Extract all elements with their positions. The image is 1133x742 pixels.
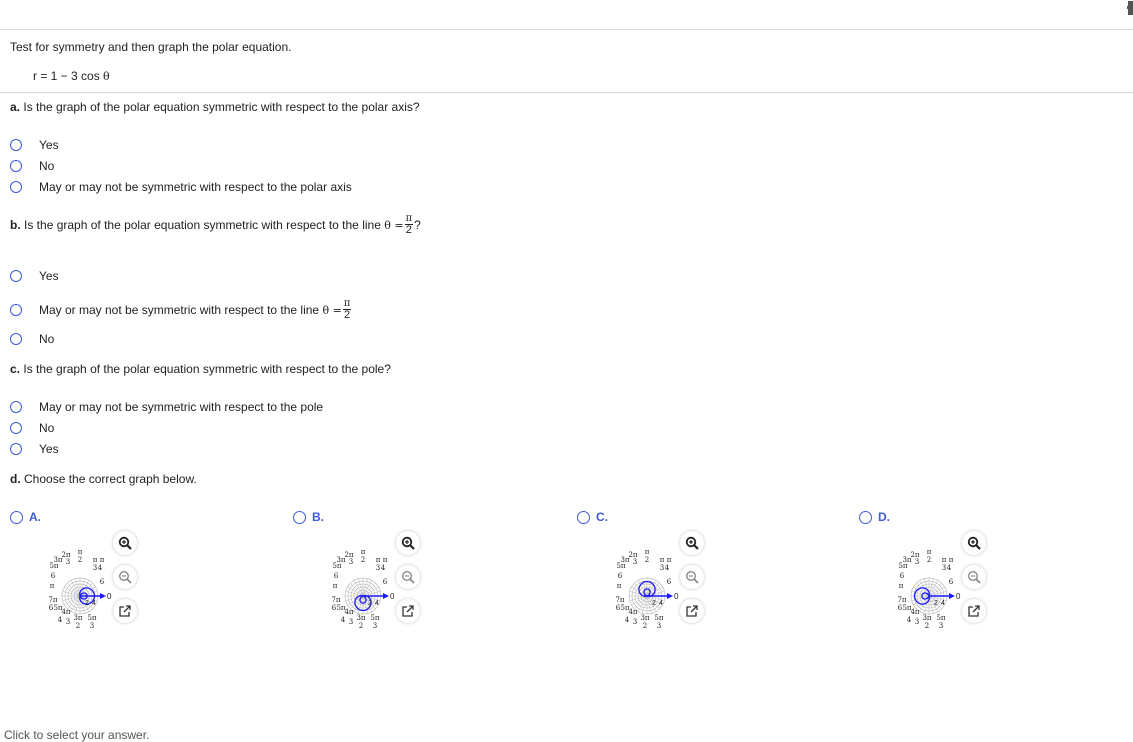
svg-text:3π: 3π bbox=[53, 556, 63, 564]
radio-button[interactable] bbox=[10, 160, 22, 172]
svg-text:0: 0 bbox=[674, 592, 679, 601]
zoom-out-icon bbox=[967, 570, 981, 584]
part-d-label: d. bbox=[10, 472, 21, 486]
fraction-denominator: 2 bbox=[405, 224, 412, 236]
svg-text:π: π bbox=[941, 556, 947, 564]
svg-text:6: 6 bbox=[897, 604, 903, 612]
svg-text:3: 3 bbox=[348, 558, 354, 566]
radio-button[interactable] bbox=[10, 422, 22, 434]
svg-text:6: 6 bbox=[899, 572, 905, 580]
svg-text:π: π bbox=[926, 548, 932, 556]
svg-text:5π: 5π bbox=[87, 614, 97, 622]
svg-text:π: π bbox=[360, 548, 366, 556]
part-a-text: Is the graph of the polar equation symmetric with respect to the polar axis? bbox=[23, 100, 420, 114]
radio-button[interactable] bbox=[10, 270, 22, 282]
svg-text:3π: 3π bbox=[620, 556, 630, 564]
part-c-text: Is the graph of the polar equation symmetric with respect to the pole? bbox=[23, 362, 391, 376]
equation-theta: θ bbox=[103, 70, 110, 83]
open-new-window-button[interactable] bbox=[396, 599, 420, 623]
svg-text:π: π bbox=[616, 582, 622, 590]
svg-text:6: 6 bbox=[948, 578, 954, 586]
option-label bbox=[39, 299, 352, 321]
option-label: Yes bbox=[39, 442, 59, 456]
svg-text:4: 4 bbox=[97, 564, 103, 572]
part-a-option-no[interactable] bbox=[10, 158, 54, 174]
part-b-option-no[interactable] bbox=[10, 331, 54, 347]
svg-text:π: π bbox=[382, 556, 388, 564]
svg-text:2: 2 bbox=[642, 622, 648, 630]
svg-text:π: π bbox=[898, 582, 904, 590]
part-c-question bbox=[10, 362, 391, 376]
svg-text:4: 4 bbox=[375, 600, 379, 607]
option-label: No bbox=[39, 421, 55, 435]
svg-text:2: 2 bbox=[75, 622, 81, 630]
zoom-in-button[interactable] bbox=[396, 531, 420, 555]
zoom-out-button[interactable] bbox=[396, 565, 420, 589]
svg-text:5π: 5π bbox=[616, 562, 626, 570]
svg-text:3π: 3π bbox=[356, 614, 366, 622]
radio-button[interactable] bbox=[10, 333, 22, 345]
part-a-label: a. bbox=[10, 100, 21, 114]
svg-text:4: 4 bbox=[906, 616, 912, 624]
svg-text:2π: 2π bbox=[910, 551, 920, 559]
svg-text:3π: 3π bbox=[902, 556, 912, 564]
zoom-in-icon bbox=[685, 536, 699, 550]
svg-text:3: 3 bbox=[89, 622, 95, 630]
svg-text:4: 4 bbox=[57, 616, 63, 624]
svg-text:3π: 3π bbox=[73, 614, 83, 622]
open-new-window-button[interactable] bbox=[962, 599, 986, 623]
svg-text:π: π bbox=[49, 582, 55, 590]
svg-text:4: 4 bbox=[664, 564, 670, 572]
svg-text:3: 3 bbox=[632, 618, 638, 626]
part-b-option-maybe[interactable] bbox=[10, 296, 352, 324]
section-divider bbox=[0, 92, 1133, 93]
zoom-out-icon bbox=[685, 570, 699, 584]
svg-text:6: 6 bbox=[48, 604, 54, 612]
choice-c-option[interactable] bbox=[577, 510, 608, 524]
svg-text:6: 6 bbox=[382, 578, 388, 586]
polar-graph-b[interactable] bbox=[321, 548, 395, 640]
zoom-out-icon bbox=[118, 570, 132, 584]
svg-text:2: 2 bbox=[924, 622, 930, 630]
svg-text:3π: 3π bbox=[640, 614, 650, 622]
svg-text:3π: 3π bbox=[336, 556, 346, 564]
part-b-question bbox=[10, 214, 421, 236]
svg-text:6: 6 bbox=[331, 604, 337, 612]
zoom-in-icon bbox=[401, 536, 415, 550]
svg-text:5π: 5π bbox=[332, 562, 342, 570]
fraction-numerator: π bbox=[405, 213, 413, 224]
fraction-denominator: 2 bbox=[344, 309, 351, 321]
svg-text:4: 4 bbox=[946, 564, 952, 572]
svg-text:0: 0 bbox=[956, 592, 961, 601]
svg-text:3: 3 bbox=[914, 618, 920, 626]
svg-text:7π: 7π bbox=[897, 596, 907, 604]
theta-equals: θ = bbox=[322, 303, 342, 317]
svg-text:3: 3 bbox=[632, 558, 638, 566]
open-new-window-button[interactable] bbox=[680, 599, 704, 623]
external-link-icon bbox=[967, 604, 981, 618]
zoom-in-icon bbox=[967, 536, 981, 550]
svg-text:π: π bbox=[644, 548, 650, 556]
svg-text:2π: 2π bbox=[61, 551, 71, 559]
svg-text:0: 0 bbox=[107, 592, 112, 601]
svg-text:3: 3 bbox=[65, 558, 71, 566]
zoom-out-button[interactable] bbox=[680, 565, 704, 589]
radio-button[interactable] bbox=[10, 443, 22, 455]
svg-text:2: 2 bbox=[926, 556, 932, 564]
choice-d-option[interactable] bbox=[859, 510, 890, 524]
zoom-out-icon bbox=[401, 570, 415, 584]
equation bbox=[33, 69, 110, 83]
zoom-in-button[interactable] bbox=[962, 531, 986, 555]
svg-text:5π: 5π bbox=[654, 614, 664, 622]
puzzle-icon[interactable] bbox=[1127, 0, 1133, 16]
pi-over-2-fraction bbox=[343, 299, 352, 321]
zoom-in-button[interactable] bbox=[113, 531, 137, 555]
svg-text:3: 3 bbox=[372, 622, 378, 630]
part-c-option-yes[interactable] bbox=[10, 441, 59, 457]
svg-text:6: 6 bbox=[615, 604, 621, 612]
svg-text:2: 2 bbox=[77, 556, 83, 564]
svg-text:5π: 5π bbox=[53, 604, 63, 612]
choice-letter: C. bbox=[596, 510, 608, 524]
svg-text:4: 4 bbox=[92, 600, 96, 607]
svg-text:3: 3 bbox=[659, 564, 665, 572]
part-a-option-maybe[interactable] bbox=[10, 179, 352, 195]
question-mark: ? bbox=[414, 218, 421, 232]
svg-text:2: 2 bbox=[85, 600, 89, 607]
svg-text:7π: 7π bbox=[331, 596, 341, 604]
option-label: May or may not be symmetric with respect to the pole bbox=[39, 400, 324, 414]
svg-text:2: 2 bbox=[934, 600, 938, 607]
polar-graph-c[interactable] bbox=[605, 548, 679, 640]
svg-text:3: 3 bbox=[348, 618, 354, 626]
svg-text:π: π bbox=[375, 556, 381, 564]
svg-text:π: π bbox=[92, 556, 98, 564]
radio-button[interactable] bbox=[10, 139, 22, 151]
svg-text:2: 2 bbox=[368, 600, 372, 607]
part-b-text: Is the graph of the polar equation symmetric with respect to the line bbox=[24, 218, 381, 232]
choice-letter: D. bbox=[878, 510, 890, 524]
svg-text:3: 3 bbox=[914, 558, 920, 566]
svg-text:2: 2 bbox=[360, 556, 366, 564]
polar-graph-d[interactable] bbox=[887, 548, 961, 640]
svg-text:4: 4 bbox=[624, 616, 630, 624]
fraction-numerator: π bbox=[343, 298, 351, 309]
svg-text:2: 2 bbox=[644, 556, 650, 564]
radio-button[interactable] bbox=[10, 304, 22, 316]
external-link-icon bbox=[118, 604, 132, 618]
part-d-text: Choose the correct graph below. bbox=[24, 472, 197, 486]
option-label: May or may not be symmetric with respect to the polar axis bbox=[39, 180, 352, 194]
svg-text:3: 3 bbox=[65, 618, 71, 626]
zoom-out-button[interactable] bbox=[113, 565, 137, 589]
choice-letter: B. bbox=[312, 510, 324, 524]
open-new-window-button[interactable] bbox=[113, 599, 137, 623]
part-c-option-maybe[interactable] bbox=[10, 399, 323, 415]
zoom-in-icon bbox=[118, 536, 132, 550]
part-a-option-yes[interactable] bbox=[10, 137, 59, 153]
svg-text:3: 3 bbox=[938, 622, 944, 630]
svg-text:6: 6 bbox=[333, 572, 339, 580]
zoom-out-button[interactable] bbox=[962, 565, 986, 589]
svg-text:6: 6 bbox=[99, 578, 105, 586]
svg-text:π: π bbox=[99, 556, 105, 564]
option-label: No bbox=[39, 159, 55, 173]
svg-text:2π: 2π bbox=[628, 551, 638, 559]
svg-text:7π: 7π bbox=[48, 596, 58, 604]
theta-equals: θ = bbox=[384, 218, 404, 232]
svg-text:4: 4 bbox=[340, 616, 346, 624]
svg-text:4: 4 bbox=[941, 600, 945, 607]
svg-text:4π: 4π bbox=[910, 608, 920, 616]
svg-text:π: π bbox=[659, 556, 665, 564]
svg-text:5π: 5π bbox=[336, 604, 346, 612]
svg-text:5π: 5π bbox=[49, 562, 59, 570]
svg-text:2: 2 bbox=[652, 600, 656, 607]
polar-graph-a[interactable] bbox=[38, 548, 112, 640]
part-b-option-yes[interactable] bbox=[10, 268, 59, 284]
svg-text:4: 4 bbox=[380, 564, 386, 572]
svg-text:π: π bbox=[666, 556, 672, 564]
option-text: May or may not be symmetric with respect to the line bbox=[39, 303, 320, 317]
svg-text:7π: 7π bbox=[615, 596, 625, 604]
svg-text:4: 4 bbox=[659, 600, 663, 607]
svg-text:3: 3 bbox=[92, 564, 98, 572]
top-divider bbox=[0, 29, 1133, 30]
pi-over-2-fraction bbox=[405, 214, 414, 236]
svg-text:5π: 5π bbox=[620, 604, 630, 612]
svg-text:π: π bbox=[77, 548, 83, 556]
svg-text:4π: 4π bbox=[344, 608, 354, 616]
option-label: Yes bbox=[39, 269, 59, 283]
external-link-icon bbox=[685, 604, 699, 618]
svg-text:6: 6 bbox=[617, 572, 623, 580]
svg-text:0: 0 bbox=[390, 592, 395, 601]
radio-button[interactable] bbox=[10, 401, 22, 413]
part-b-label: b. bbox=[10, 218, 21, 232]
svg-text:5π: 5π bbox=[898, 562, 908, 570]
svg-text:5π: 5π bbox=[902, 604, 912, 612]
radio-button[interactable] bbox=[10, 511, 23, 524]
svg-text:π: π bbox=[948, 556, 954, 564]
svg-text:π: π bbox=[332, 582, 338, 590]
zoom-in-button[interactable] bbox=[680, 531, 704, 555]
part-c-label: c. bbox=[10, 362, 21, 376]
svg-text:3: 3 bbox=[375, 564, 381, 572]
choice-a-option[interactable] bbox=[10, 510, 41, 524]
svg-text:5π: 5π bbox=[936, 614, 946, 622]
svg-text:3π: 3π bbox=[922, 614, 932, 622]
radio-button[interactable] bbox=[293, 511, 306, 524]
part-c-option-no[interactable] bbox=[10, 420, 54, 436]
choice-letter: A. bbox=[29, 510, 41, 524]
svg-text:3: 3 bbox=[656, 622, 662, 630]
footer-hint: Click to select your answer. bbox=[4, 728, 150, 742]
radio-button[interactable] bbox=[10, 181, 22, 193]
svg-text:6: 6 bbox=[50, 572, 56, 580]
instruction-text: Test for symmetry and then graph the polar equation. bbox=[10, 40, 292, 54]
external-link-icon bbox=[401, 604, 415, 618]
part-d-question bbox=[10, 472, 197, 486]
choice-b-option[interactable] bbox=[293, 510, 324, 524]
svg-text:4π: 4π bbox=[61, 608, 71, 616]
part-a-question bbox=[10, 100, 420, 114]
equation-text: r = 1 − 3 cos bbox=[33, 69, 100, 83]
svg-text:2: 2 bbox=[358, 622, 364, 630]
radio-button[interactable] bbox=[859, 511, 872, 524]
svg-text:2π: 2π bbox=[344, 551, 354, 559]
option-label: Yes bbox=[39, 138, 59, 152]
svg-text:6: 6 bbox=[666, 578, 672, 586]
svg-text:4π: 4π bbox=[628, 608, 638, 616]
option-label: No bbox=[39, 332, 55, 346]
radio-button[interactable] bbox=[577, 511, 590, 524]
svg-text:3: 3 bbox=[941, 564, 947, 572]
svg-text:5π: 5π bbox=[370, 614, 380, 622]
